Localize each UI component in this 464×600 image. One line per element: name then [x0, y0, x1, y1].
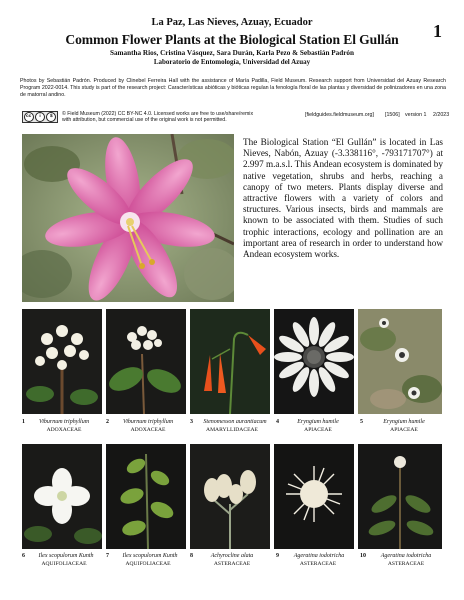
family-name: ASTERACEAE — [299, 561, 337, 567]
species-number: 5 — [360, 419, 363, 425]
species-number: 1 — [22, 419, 25, 425]
photo-ageratina-iodotricha-2 — [358, 444, 442, 549]
species-number: 9 — [276, 553, 279, 559]
attribution-icon: i — [35, 112, 45, 122]
species-name: Achyrocline alata — [210, 553, 254, 559]
version-label: version 1 — [405, 112, 427, 118]
family-name: ADOXACEAE — [130, 427, 166, 433]
species-number: 2 — [106, 419, 109, 425]
species-number: 7 — [106, 553, 109, 559]
photo-eryngium-humile-2 — [358, 309, 442, 414]
license-text — [62, 111, 302, 124]
family-name: ADOXACEAE — [46, 427, 82, 433]
species-number: 8 — [190, 553, 193, 559]
photo-stenomesson-aurantiacum — [190, 309, 270, 414]
family-name: ASTERACEAE — [213, 561, 251, 567]
photo-viburnum-triphyllum-1 — [22, 309, 102, 414]
cc-license-badge[interactable] — [22, 111, 58, 123]
authors-line: Samantha Rios, Cristina Vásquez, Sara Durán, Karla Pezo & Sebastián Padrón — [109, 49, 355, 57]
guide-url-link[interactable]: [fieldguides.fieldmuseum.org] — [305, 112, 374, 118]
credits-text: Photos by Sebastián Padrón. Produced by Clinebel Ferreira Hall with the assistance of María Padilla, Field Museum. Research support from Universidad del Azuay Research Program 2022-0014. This study is part of the research project: Características abióticas y bióticas regulan la fenología floral de las plantas y diversidad de polinizadores en una zona de matorral andino. — [20, 78, 446, 98]
species-number: 6 — [22, 553, 25, 559]
cc-icon: cc — [24, 112, 34, 122]
family-name: AMARYLLIDACEAE — [206, 427, 258, 433]
photo-ageratina-iodotricha-1 — [274, 444, 354, 549]
affiliation-line: Laboratorio de Entomología, Universidad del Azuay — [153, 58, 311, 66]
family-name: APIACEAE — [390, 427, 418, 433]
main-flower-photo — [22, 134, 234, 302]
family-name: ASTERACEAE — [387, 561, 425, 567]
photo-achyrocline-alata — [190, 444, 270, 549]
species-name: Viburnum triphyllum — [38, 419, 90, 425]
license-line-1: © Field Museum (2022) CC BY-NC 4.0. Licensed works are free to use/share/remix — [62, 111, 254, 117]
license-line-2: with attribution, but commercial use of the original work is not permitted. — [62, 117, 227, 124]
species-number: 3 — [190, 419, 193, 425]
species-name: Viburnum triphyllum — [122, 419, 174, 425]
species-name: Ilex scopulorum Kunth — [122, 553, 178, 559]
species-name: Ilex scopulorum Kunth — [38, 553, 94, 559]
species-name: Ageratina iodotricha — [293, 553, 345, 559]
species-number: 10 — [360, 553, 366, 559]
page-number: 1 — [433, 21, 442, 41]
photo-viburnum-triphyllum-2 — [106, 309, 186, 414]
species-name: Eryngium humile — [383, 419, 425, 425]
date-label: 2/2023 — [433, 112, 450, 118]
family-name: AQUIFOLIACEAE — [125, 561, 171, 567]
location-heading: La Paz, Las Nieves, Azuay, Ecuador — [151, 17, 313, 28]
photo-ilex-scopulorum-2 — [106, 444, 186, 549]
photo-eryngium-humile-1 — [274, 309, 354, 414]
guide-number: [1506] — [385, 112, 400, 118]
noncommercial-icon: $ — [46, 112, 56, 122]
family-name: AQUIFOLIACEAE — [41, 561, 87, 567]
station-description: The Biological Station “El Gullán” is located in Las Nieves, Nabón, Azuay (-3.338116°, -793171707°) at 2.997 m.a.s.l. This Andean ecosystem is dominated by native vegetation, shrubs and herbs, reaching a canopy of two meters. Plants display diverse and attractive flowers with a variety of colors and structures. Various insects, birds and mammals are known to be associated with them. Studies of such trophic interactions, ecology and pollination are an important area of research in order to understand how Andean ecosystem works. — [243, 137, 443, 260]
species-number: 4 — [276, 419, 279, 425]
page-title: Common Flower Plants at the Biological Station El Gullán — [65, 32, 399, 47]
species-name: Stenomesson aurantiacum — [203, 419, 267, 425]
species-name: Eryngium humile — [297, 419, 339, 425]
photo-ilex-scopulorum-1 — [22, 444, 102, 549]
family-name: APIACEAE — [304, 427, 332, 433]
species-name: Ageratina iodotricha — [380, 553, 432, 559]
